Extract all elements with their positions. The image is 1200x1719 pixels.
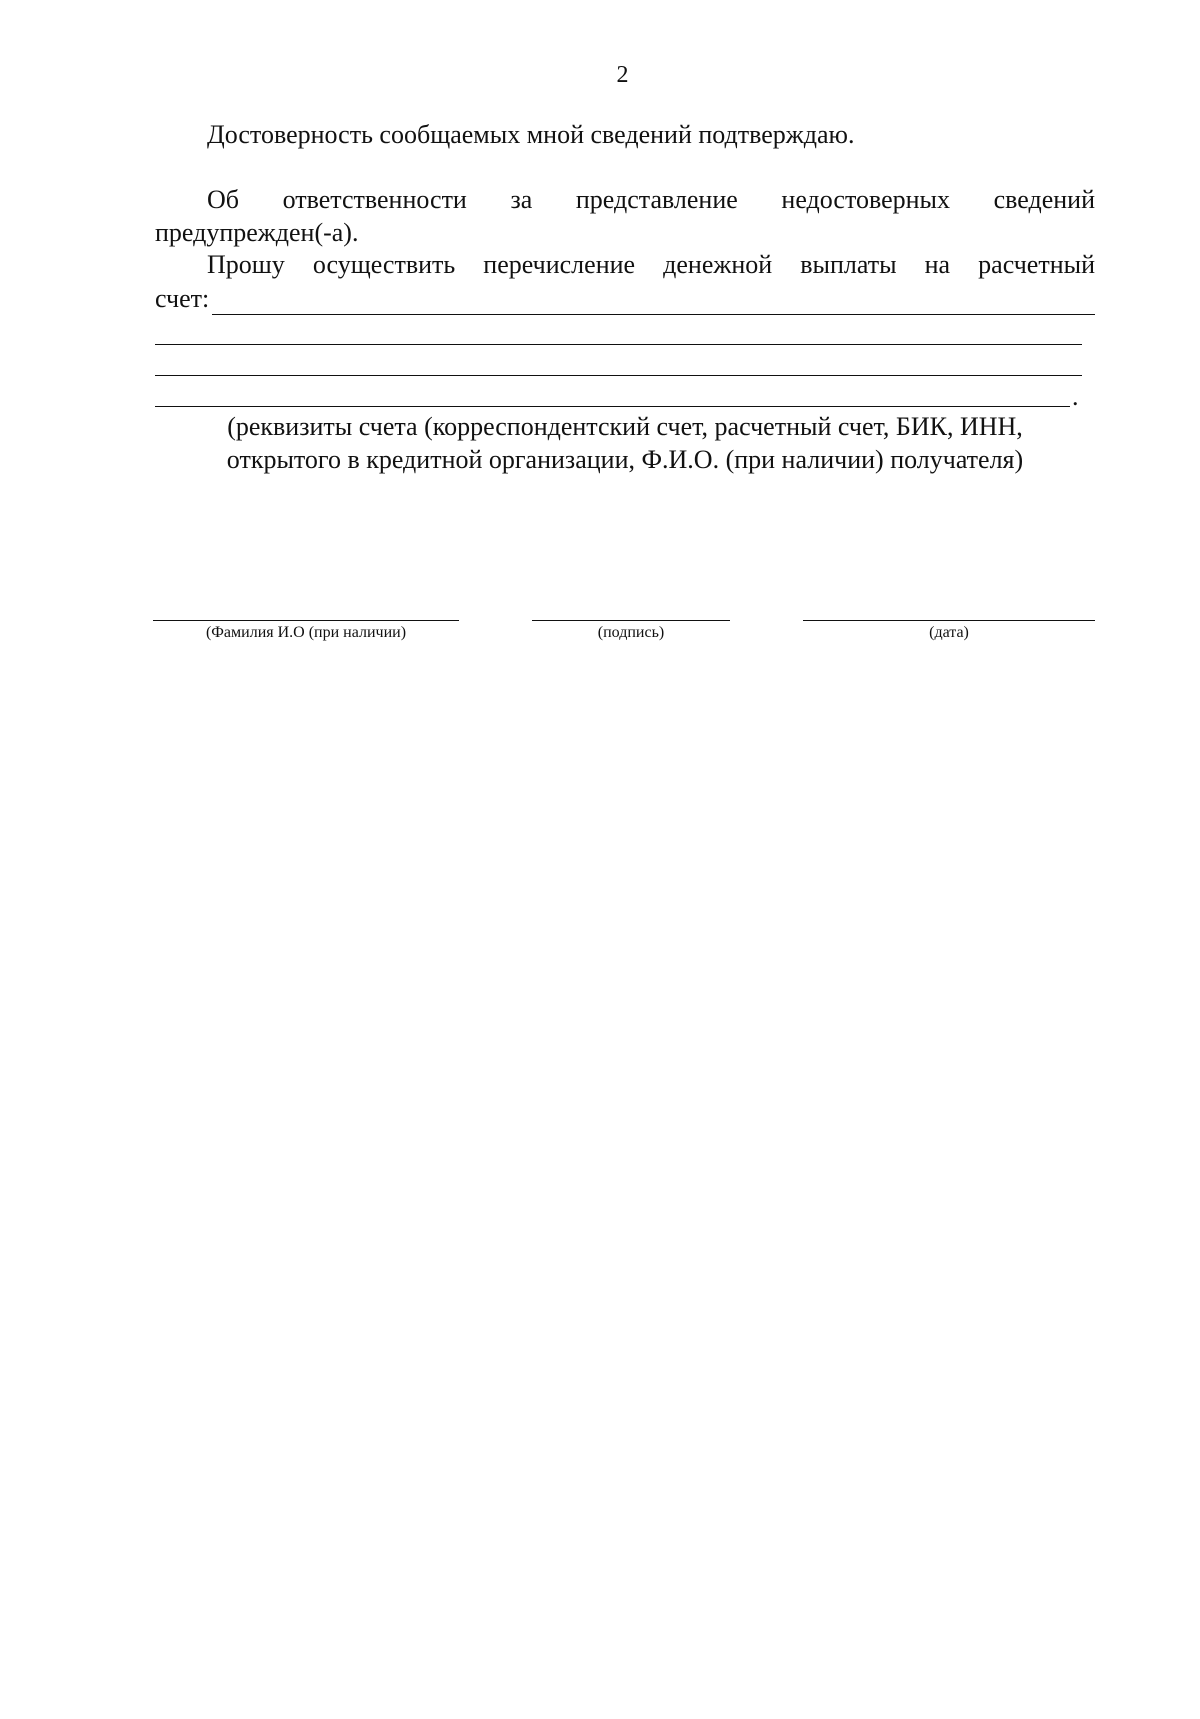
account-caption-line1: (реквизиты счета (корреспондентский счет, расчетный счет, БИК, ИНН, xyxy=(227,412,1023,441)
responsibility-text-line1: Об ответственности за представление недостоверных сведений xyxy=(207,185,1095,214)
account-details-caption xyxy=(155,410,1095,476)
date-signature-line[interactable] xyxy=(803,620,1095,621)
account-blank-line-3[interactable] xyxy=(155,375,1082,376)
confirmation-paragraph xyxy=(155,118,1095,151)
account-blank-line-4[interactable] xyxy=(155,406,1070,407)
signature-label: (подпись) xyxy=(597,624,665,641)
page-number: 2 xyxy=(616,62,629,88)
account-row xyxy=(155,282,1095,315)
responsibility-paragraph xyxy=(155,183,1095,249)
confirmation-text: Достоверность сообщаемых мной сведений подтверждаю. xyxy=(207,120,855,149)
signature-line[interactable] xyxy=(532,620,730,621)
account-blank-line-1[interactable] xyxy=(212,288,1095,315)
request-paragraph xyxy=(155,248,1095,281)
name-label: (Фамилия И.О (при наличии) xyxy=(205,624,407,641)
account-end-period: . xyxy=(1072,382,1079,411)
request-text-line1: Прошу осуществить перечисление денежной выплаты на расчетный xyxy=(207,250,1095,279)
responsibility-text-line2: предупрежден(-а). xyxy=(155,218,359,247)
date-label: (дата) xyxy=(929,624,969,641)
account-label: счет: xyxy=(155,284,210,313)
account-blank-line-2[interactable] xyxy=(155,344,1082,345)
account-caption-line2: открытого в кредитной организации, Ф.И.О. (при наличии) получателя) xyxy=(226,445,1024,474)
name-signature-line[interactable] xyxy=(153,620,459,621)
